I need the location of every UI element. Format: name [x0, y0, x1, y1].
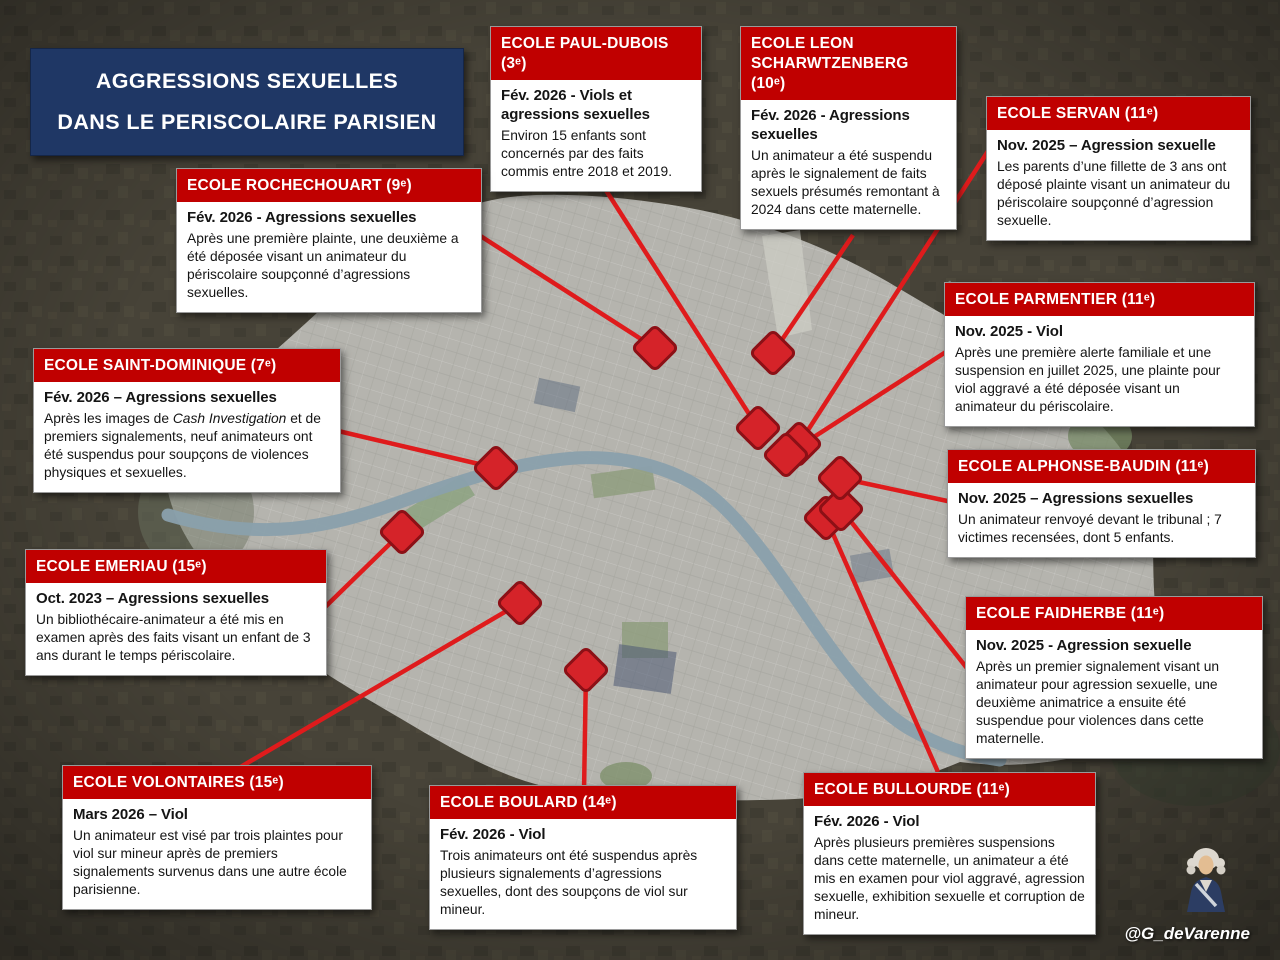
credit-handle: @G_deVarenne	[1124, 924, 1250, 943]
card-header: ECOLE LEON SCHARWTZENBERG (10ᵉ)	[741, 27, 956, 100]
callout-ecole-paul-dubois	[490, 26, 702, 192]
callout-ecole-boulard	[429, 785, 737, 930]
card-text: Après les images de Cash Investigation et de premiers signalements, neuf animateurs ont été suspendus pour soupçons de violences physiques et sexuelles.	[44, 411, 321, 481]
card-event: Nov. 2025 - Agression sexuelle	[976, 637, 1192, 655]
card-text: Les parents d’une fillette de 3 ans ont déposé plainte visant un animateur du périscolaire soupçonné d’agression sexuelle.	[997, 159, 1231, 229]
card-text: Après un premier signalement visant un animateur pour agression sexuelle, une deuxième animatrice a ensuite été suspendue pour violences dans cette maternelle.	[976, 659, 1220, 747]
card-event: Nov. 2025 – Agression sexuelle	[997, 137, 1216, 155]
card-header: ECOLE VOLONTAIRES (15ᵉ)	[63, 766, 371, 799]
card-event: Fév. 2026 - Agressions sexuelles	[187, 209, 417, 227]
card-text: Un animateur renvoyé devant le tribunal ; 7 victimes recensées, dont 5 enfants.	[958, 512, 1222, 546]
card-event: Fév. 2026 - Viols et agressions sexuelles	[501, 87, 650, 123]
card-text: Un bibliothécaire-animateur a été mis en examen après des faits visant un enfant de 3 ans durant le temps périscolaire.	[36, 612, 311, 664]
card-event: Fév. 2026 - Viol	[814, 813, 920, 831]
callout-ecole-leon-scharwtzenberg	[740, 26, 957, 230]
card-header: ECOLE ALPHONSE-BAUDIN (11ᵉ)	[948, 450, 1255, 483]
page-title-line2: DANS LE PERISCOLAIRE PARISIEN	[57, 110, 437, 134]
card-header: ECOLE EMERIAU (15ᵉ)	[26, 550, 326, 583]
callout-ecole-alphonse-baudin	[947, 449, 1256, 558]
card-header: ECOLE PAUL-DUBOIS (3ᵉ)	[491, 27, 701, 80]
card-event: Fév. 2026 - Viol	[440, 826, 546, 844]
callout-ecole-bullourde	[803, 772, 1096, 935]
author-portrait-icon	[1178, 846, 1234, 912]
callout-ecole-saint-dominique	[33, 348, 341, 493]
callout-ecole-emeriau	[25, 549, 327, 676]
card-header: ECOLE PARMENTIER (11ᵉ)	[945, 283, 1254, 316]
callout-ecole-volontaires	[62, 765, 372, 910]
callout-ecole-faidherbe	[965, 596, 1263, 759]
page-title-line1: AGGRESSIONS SEXUELLES	[95, 69, 399, 93]
callout-ecole-parmentier	[944, 282, 1255, 427]
card-event: Fév. 2026 - Agressions sexuelles	[751, 107, 910, 143]
card-header: ECOLE SERVAN (11ᵉ)	[987, 97, 1250, 130]
card-text: Après une première alerte familiale et une suspension en juillet 2025, une plainte pour viol aggravé a été déposée visant un animateur du périscolaire.	[955, 345, 1221, 415]
card-event: Nov. 2025 – Agressions sexuelles	[958, 490, 1194, 508]
card-text: Après plusieurs premières suspensions dans cette maternelle, un animateur a été mis en examen pour viol aggravé, agression sexuelle, exhibition sexuelle et corruption de mineur.	[814, 835, 1085, 923]
card-header: ECOLE BULLOURDE (11ᵉ)	[804, 773, 1095, 806]
card-text: Un animateur a été suspendu après le signalement de faits sexuels présumés remontant à 2024 dans cette maternelle.	[751, 148, 940, 217]
card-header: ECOLE SAINT-DOMINIQUE (7ᵉ)	[34, 349, 340, 382]
card-text: Trois animateurs ont été suspendus après plusieurs signalements d’agressions sexuelles, dont des soupçons de viol sur mineur.	[440, 848, 698, 918]
card-text: Après une première plainte, une deuxième a été déposée visant un animateur du périscolaire soupçonné d’agressions sexuelles.	[187, 231, 459, 301]
callout-ecole-servan	[986, 96, 1251, 241]
callout-ecole-rochechouart	[176, 168, 482, 313]
card-event: Fév. 2026 – Agressions sexuelles	[44, 389, 277, 407]
card-text: Un animateur est visé par trois plaintes pour viol sur mineur après de premiers signalements survenus dans une autre école parisienne.	[73, 828, 347, 898]
card-header: ECOLE BOULARD (14ᵉ)	[430, 786, 736, 819]
card-event: Oct. 2023 – Agressions sexuelles	[36, 590, 270, 608]
page-title	[30, 48, 464, 156]
card-header: ECOLE ROCHECHOUART (9ᵉ)	[177, 169, 481, 202]
card-event: Nov. 2025 - Viol	[955, 323, 1063, 341]
card-event: Mars 2026 – Viol	[73, 806, 188, 824]
card-header: ECOLE FAIDHERBE (11ᵉ)	[966, 597, 1262, 630]
card-text: Environ 15 enfants sont concernés par des faits commis entre 2018 et 2019.	[501, 127, 673, 179]
